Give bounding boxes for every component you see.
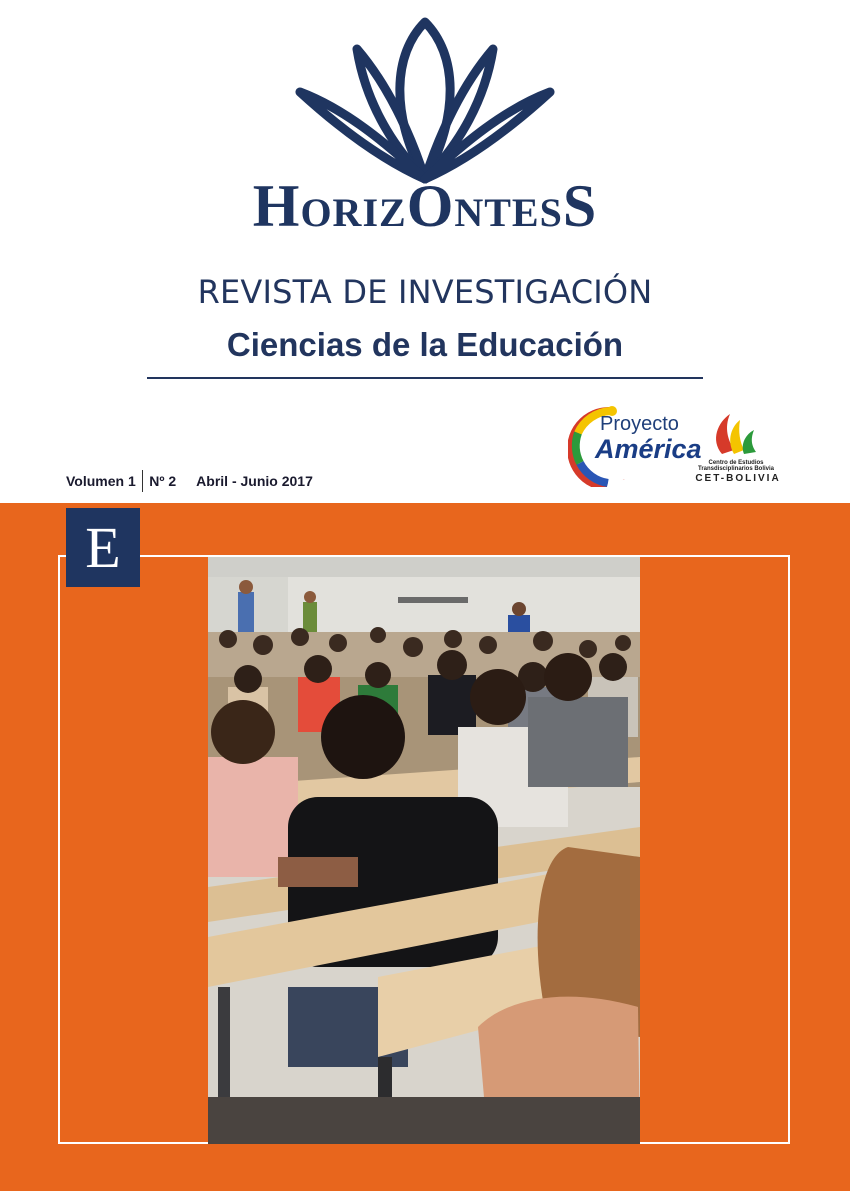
divider: [147, 377, 703, 379]
proyecto-label: Proyecto: [600, 413, 679, 435]
america-label: América: [595, 434, 702, 464]
cover-photo: [208, 557, 640, 1144]
separator: [142, 470, 144, 492]
issue-info: [66, 469, 313, 493]
journal-title: HORIZONTESS: [252, 173, 598, 239]
cet-line1: Centro de Estudios: [708, 460, 764, 466]
journal-discipline: Ciencias de la Educación: [226, 326, 624, 363]
cet-name: CET-BOLIVIA: [695, 473, 781, 484]
cet-line2: Transdisciplinarios Bolivia: [697, 466, 775, 472]
date-label: Abril - Junio 2017: [196, 473, 313, 489]
section-letter-box: E: [66, 508, 140, 587]
journal-subtitle: REVISTA DE INVESTIGACIÓN: [197, 273, 653, 311]
cet-bolivia-logo: [708, 410, 760, 458]
lotus-icon: [285, 14, 565, 194]
volume-label: Volumen 1: [66, 473, 136, 489]
number-label: Nº 2: [149, 473, 177, 489]
